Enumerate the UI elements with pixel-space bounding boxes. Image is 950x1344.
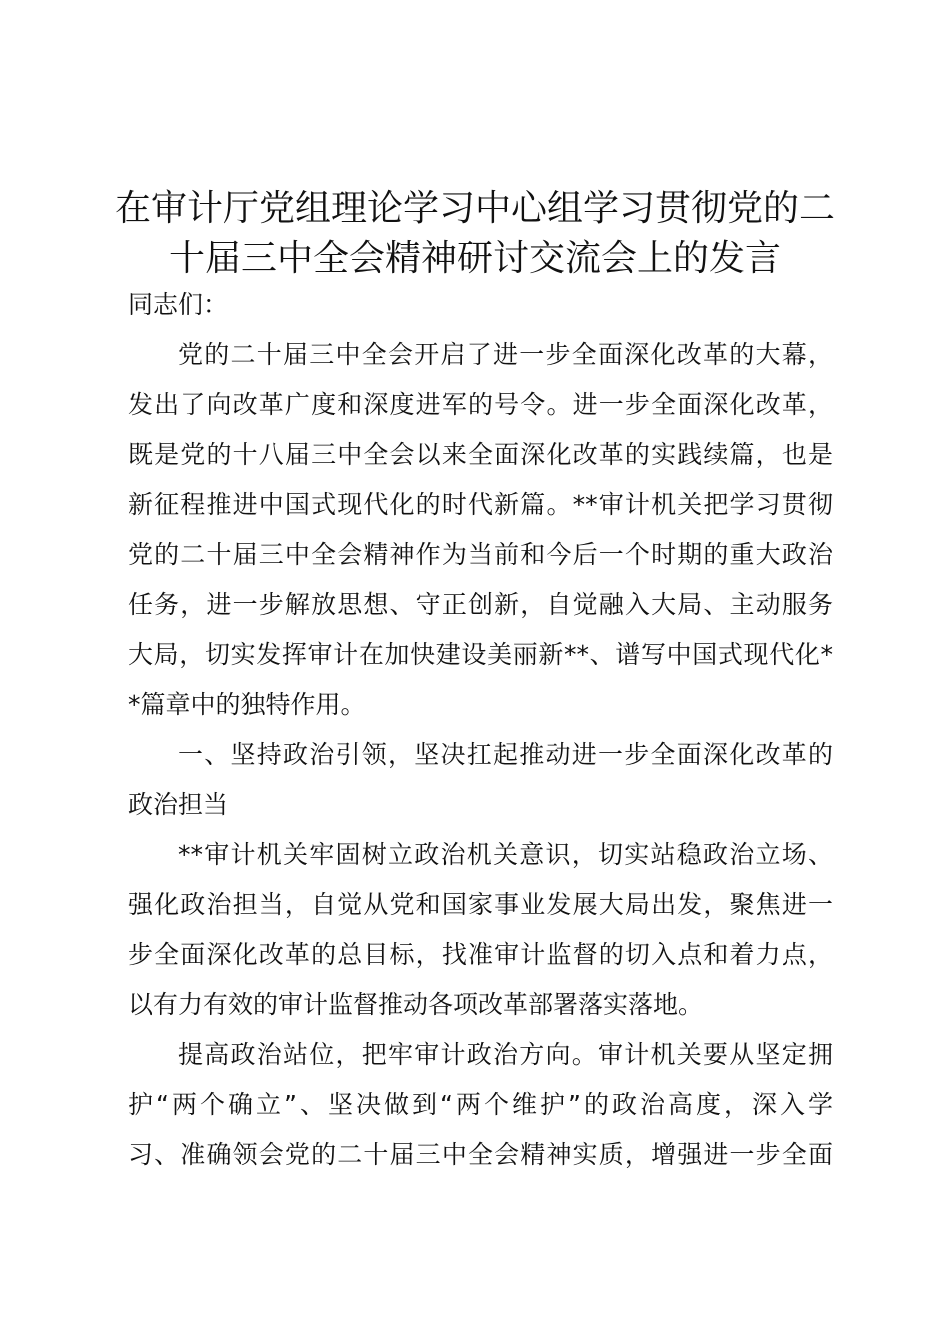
paragraph-line: 党的二十届三中全会精神作为当前和今后一个时期的重大政治 [128, 540, 833, 569]
paragraph-line: 以有力有效的审计监督推动各项改革部署落实落地。 [128, 990, 704, 1019]
paragraph-line: 强化政治担当，自觉从党和国家事业发展大局出发，聚焦进一 [128, 890, 833, 919]
title-line-2: 十届三中全会精神研讨交流会上的发言 [168, 238, 781, 279]
paragraph-line: 党的二十届三中全会开启了进一步全面深化改革的大幕， [178, 340, 833, 369]
paragraph-line: 护“两个确立”、坚决做到“两个维护”的政治高度，深入学 [128, 1090, 833, 1119]
paragraph-line: 既是党的十八届三中全会以来全面深化改革的实践续篇，也是 [128, 440, 833, 469]
paragraph-line: 发出了向改革广度和深度进军的号令。进一步全面深化改革， [128, 390, 833, 419]
title-line-1: 在审计厅党组理论学习中心组学习贯彻党的二 [114, 188, 835, 229]
section-heading-line: 政治担当 [128, 790, 229, 819]
paragraph-line: 任务，进一步解放思想、守正创新，自觉融入大局、主动服务 [128, 590, 833, 619]
paragraph-line: *篇章中的独特作用。 [128, 690, 366, 719]
paragraph-line: **审计机关牢固树立政治机关意识，切实站稳政治立场、 [178, 840, 833, 869]
paragraph-line: 大局，切实发挥审计在加快建设美丽新**、谱写中国式现代化* [128, 640, 833, 669]
paragraph-line: 新征程推进中国式现代化的时代新篇。**审计机关把学习贯彻 [128, 490, 833, 519]
paragraph-line: 步全面深化改革的总目标，找准审计监督的切入点和着力点， [128, 940, 833, 969]
section-heading-line: 一、坚持政治引领，坚决扛起推动进一步全面深化改革的 [178, 740, 833, 769]
salutation: 同志们： [128, 290, 229, 319]
paragraph-line: 习、准确领会党的二十届三中全会精神实质，增强进一步全面 [128, 1140, 833, 1169]
paragraph-line: 提高政治站位，把牢审计政治方向。审计机关要从坚定拥 [178, 1040, 833, 1069]
document-title [110, 184, 840, 284]
document-body [128, 280, 833, 1180]
